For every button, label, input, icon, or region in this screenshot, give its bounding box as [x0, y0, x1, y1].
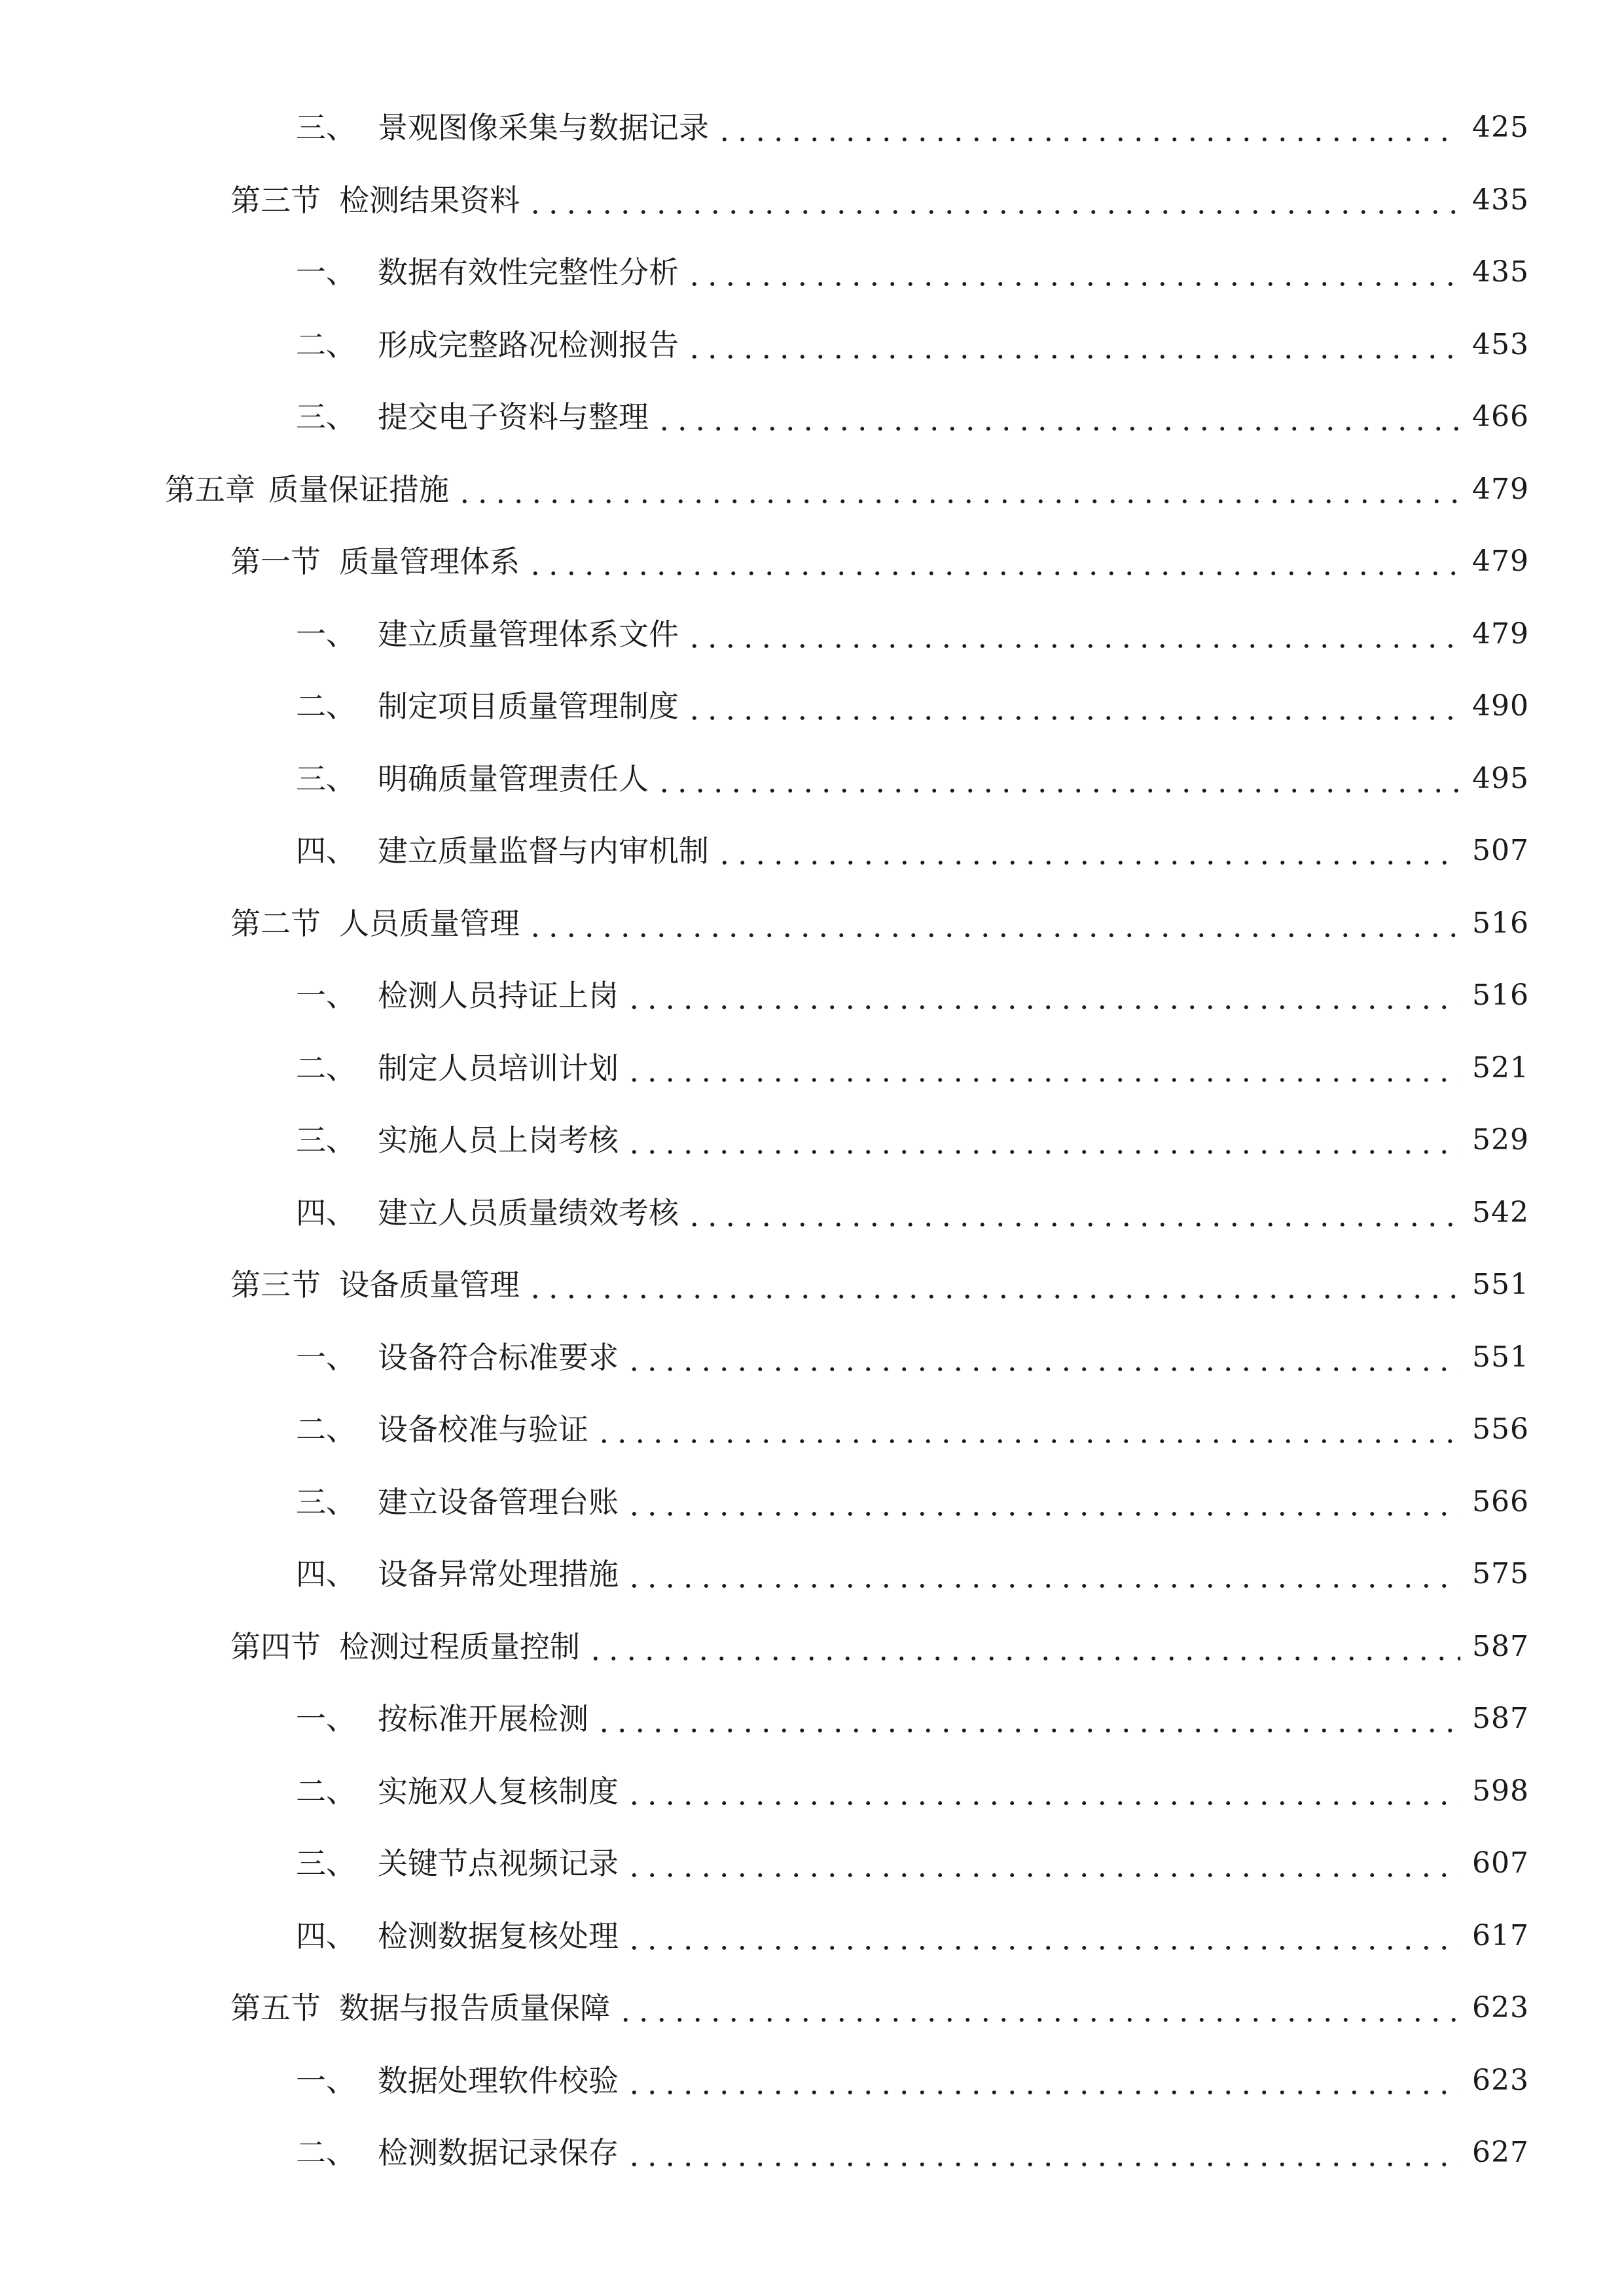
toc-entry-title: 质量保证措施 [268, 471, 449, 507]
toc-entry-title: 质量管理体系 [339, 544, 520, 580]
toc-entry[interactable] [0, 1249, 1624, 1321]
dot-leader [685, 330, 1460, 360]
toc-entry[interactable] [0, 1466, 1624, 1539]
toc-entry-number: 二、 [296, 1050, 356, 1086]
toc-entry-page-number: 479 [1472, 617, 1529, 651]
toc-entry-page-number: 617 [1472, 1918, 1529, 1952]
toc-entry-number: 三、 [296, 399, 356, 435]
toc-entry[interactable] [0, 743, 1624, 816]
toc-entry-title: 检测结果资料 [339, 182, 520, 218]
toc-entry-title: 制定人员培训计划 [378, 1050, 619, 1086]
toc-entry-title: 检测过程质量控制 [339, 1628, 580, 1664]
toc-entry-number: 三、 [296, 1484, 356, 1520]
toc-entry[interactable] [0, 1538, 1624, 1611]
dot-leader [625, 2138, 1460, 2168]
toc-entry-title: 设备异常处理措施 [378, 1556, 619, 1592]
toc-entry-page-number: 479 [1472, 472, 1529, 506]
toc-entry-title: 景观图像采集与数据记录 [378, 110, 709, 146]
toc-entry-page-number: 521 [1472, 1050, 1529, 1085]
dot-leader [625, 2066, 1460, 2096]
toc-entry-page-number: 587 [1472, 1702, 1529, 1736]
toc-entry-page-number: 587 [1472, 1629, 1529, 1663]
toc-entry-page-number: 507 [1472, 834, 1529, 868]
toc-entry[interactable] [0, 670, 1624, 743]
toc-entry-title: 提交电子资料与整理 [378, 399, 649, 435]
dot-leader [595, 1704, 1460, 1734]
toc-entry-page-number: 551 [1472, 1268, 1529, 1302]
toc-entry-title: 数据与报告质量保障 [339, 1990, 610, 2026]
dot-leader [625, 1053, 1460, 1083]
dot-leader [715, 113, 1460, 143]
toc-entry-page-number: 495 [1472, 761, 1529, 795]
toc-entry-number: 第一节 [230, 544, 321, 580]
dot-leader [617, 1993, 1460, 2023]
toc-entry-title: 实施人员上岗考核 [378, 1122, 619, 1158]
toc-entry-page-number: 490 [1472, 689, 1529, 723]
toc-entry-title: 按标准开展检测 [378, 1701, 588, 1737]
toc-entry[interactable] [0, 92, 1624, 164]
toc-entry-title: 实施双人复核制度 [378, 1773, 619, 1809]
toc-entry[interactable] [0, 2117, 1624, 2189]
dot-leader [526, 547, 1460, 577]
toc-entry-number: 二、 [296, 1412, 356, 1448]
toc-entry-title: 设备质量管理 [339, 1267, 520, 1303]
toc-entry-page-number: 516 [1472, 906, 1529, 940]
dot-leader [685, 257, 1460, 287]
toc-entry-page-number: 435 [1472, 183, 1529, 217]
toc-entry[interactable] [0, 1032, 1624, 1105]
toc-entry-page-number: 556 [1472, 1412, 1529, 1446]
toc-entry-page-number: 529 [1472, 1123, 1529, 1157]
toc-entry[interactable] [0, 1611, 1624, 1683]
toc-entry-number: 一、 [296, 978, 356, 1014]
dot-leader [586, 1632, 1460, 1662]
toc-entry-title: 关键节点视频记录 [378, 1846, 619, 1882]
toc-entry-number: 一、 [296, 2062, 356, 2098]
toc-entry-page-number: 598 [1472, 1774, 1529, 1808]
toc-entry-page-number: 466 [1472, 400, 1529, 434]
toc-entry-title: 形成完整路况检测报告 [378, 327, 679, 363]
dot-leader [625, 1559, 1460, 1589]
dot-leader [685, 619, 1460, 649]
toc-entry-page-number: 575 [1472, 1557, 1529, 1591]
toc-entry[interactable] [0, 1755, 1624, 1828]
toc-entry-page-number: 623 [1472, 1991, 1529, 2025]
toc-entry-number: 四、 [296, 1556, 356, 1592]
toc-entry-title: 设备校准与验证 [378, 1412, 588, 1448]
toc-entry-title: 建立人员质量绩效考核 [378, 1194, 679, 1230]
toc-entry-number: 第四节 [230, 1628, 321, 1664]
toc-entry[interactable] [0, 598, 1624, 671]
toc-entry[interactable] [0, 960, 1624, 1032]
toc-entry-title: 检测人员持证上岗 [378, 978, 619, 1014]
toc-entry[interactable] [0, 526, 1624, 598]
toc-entry[interactable] [0, 164, 1624, 237]
toc-entry-number: 二、 [296, 1773, 356, 1809]
dot-leader [526, 185, 1460, 215]
toc-entry-number: 第五章 [165, 471, 255, 507]
dot-leader [655, 764, 1460, 794]
toc-entry[interactable] [0, 2045, 1624, 2117]
toc-entry[interactable] [0, 454, 1624, 526]
toc-entry[interactable] [0, 1177, 1624, 1249]
dot-leader [526, 908, 1460, 939]
toc-entry[interactable] [0, 1827, 1624, 1900]
toc-entry-title: 检测数据记录保存 [378, 2135, 619, 2171]
toc-entry[interactable] [0, 815, 1624, 888]
dot-leader [715, 836, 1460, 866]
toc-entry[interactable] [0, 381, 1624, 454]
toc-entry-number: 一、 [296, 1701, 356, 1737]
dot-leader [595, 1414, 1460, 1444]
toc-entry-page-number: 516 [1472, 978, 1529, 1013]
dot-leader [655, 402, 1460, 432]
toc-entry-page-number: 425 [1472, 111, 1529, 145]
toc-entry[interactable] [0, 888, 1624, 960]
dot-leader [456, 475, 1460, 505]
dot-leader [625, 1125, 1460, 1155]
toc-entry-title: 数据处理软件校验 [378, 2062, 619, 2098]
toc-entry-number: 三、 [296, 1122, 356, 1158]
toc-entry-number: 四、 [296, 1918, 356, 1954]
toc-entry[interactable] [0, 1393, 1624, 1466]
dot-leader [685, 1198, 1460, 1228]
toc-entry-number: 一、 [296, 255, 356, 291]
toc-entry-number: 第三节 [230, 1267, 321, 1303]
dot-leader [625, 1776, 1460, 1806]
dot-leader [685, 691, 1460, 721]
toc-entry[interactable] [0, 1104, 1624, 1177]
toc-entry-title: 建立质量管理体系文件 [378, 616, 679, 652]
toc-entry-page-number: 453 [1472, 327, 1529, 361]
toc-entry-number: 第二节 [230, 905, 321, 941]
toc-entry-page-number: 551 [1472, 1340, 1529, 1374]
toc-entry[interactable] [0, 236, 1624, 309]
toc-entry-page-number: 479 [1472, 545, 1529, 579]
dot-leader [625, 1487, 1460, 1517]
toc-entry-title: 建立设备管理台账 [378, 1484, 619, 1520]
table-of-contents [0, 92, 1624, 2189]
toc-entry-title: 设备符合标准要求 [378, 1339, 619, 1375]
toc-entry-number: 三、 [296, 761, 356, 797]
toc-entry[interactable] [0, 1972, 1624, 2045]
toc-entry[interactable] [0, 1321, 1624, 1394]
toc-entry[interactable] [0, 1900, 1624, 1973]
dot-leader [625, 1342, 1460, 1372]
toc-entry-number: 二、 [296, 2135, 356, 2171]
dot-leader [526, 1270, 1460, 1300]
toc-entry-number: 二、 [296, 689, 356, 725]
toc-entry[interactable] [0, 309, 1624, 382]
toc-entry-title: 人员质量管理 [339, 905, 520, 941]
toc-entry-page-number: 623 [1472, 2063, 1529, 2097]
toc-entry-number: 第五节 [230, 1990, 321, 2026]
toc-entry-number: 二、 [296, 327, 356, 363]
toc-entry-title: 建立质量监督与内审机制 [378, 833, 709, 869]
toc-entry[interactable] [0, 1683, 1624, 1755]
toc-entry-number: 第三节 [230, 182, 321, 218]
toc-entry-page-number: 435 [1472, 255, 1529, 289]
toc-entry-title: 明确质量管理责任人 [378, 761, 649, 797]
toc-entry-number: 一、 [296, 1339, 356, 1375]
toc-entry-title: 数据有效性完整性分析 [378, 255, 679, 291]
toc-entry-title: 制定项目质量管理制度 [378, 689, 679, 725]
toc-entry-number: 三、 [296, 110, 356, 146]
dot-leader [625, 1848, 1460, 1878]
toc-entry-number: 四、 [296, 833, 356, 869]
toc-entry-page-number: 627 [1472, 2136, 1529, 2170]
toc-entry-number: 一、 [296, 616, 356, 652]
toc-entry-page-number: 542 [1472, 1195, 1529, 1229]
dot-leader [625, 1921, 1460, 1951]
toc-entry-number: 四、 [296, 1194, 356, 1230]
toc-entry-page-number: 607 [1472, 1846, 1529, 1880]
toc-entry-title: 检测数据复核处理 [378, 1918, 619, 1954]
toc-entry-number: 三、 [296, 1846, 356, 1882]
dot-leader [625, 980, 1460, 1011]
toc-entry-page-number: 566 [1472, 1484, 1529, 1518]
